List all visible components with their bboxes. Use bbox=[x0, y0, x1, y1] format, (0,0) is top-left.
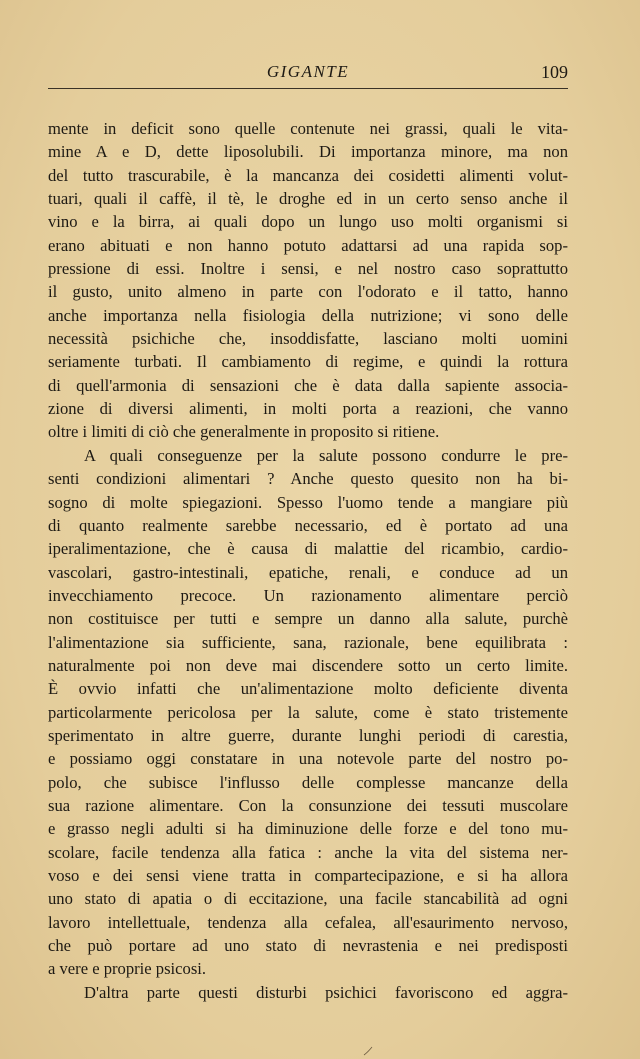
paragraph-first-line: A quali conseguenze per la salute possono condurre le pre- bbox=[84, 445, 568, 465]
text-line: anche importanza nella fisiologia della nutrizione; vi sono delle bbox=[48, 305, 568, 325]
text-line: particolarmente pericolosa per la salute, come è stato tristemente bbox=[48, 702, 568, 722]
text-line: mine A e D, dette liposolubili. Di importanza minore, ma non bbox=[48, 142, 568, 162]
text-line: tuari, quali il caffè, il tè, le droghe ed in un certo senso anche il bbox=[48, 189, 568, 209]
text-line: voso e dei sensi viene tratta in compartecipazione, e si ha allora bbox=[48, 866, 568, 885]
text-line: scolare, facile tendenza alla fatica : anche la vita del sistema ner- bbox=[48, 842, 568, 862]
text-line: sua razione alimentare. Con la consunzione dei tessuti muscolare bbox=[48, 795, 568, 815]
text-line: È ovvio infatti che un'alimentazione molto deficiente diventa bbox=[48, 679, 568, 699]
text-line: necessità psichiche che, insoddisfatte, lasciano molti uomini bbox=[48, 329, 568, 349]
text-line: naturalmente poi non deve mai discendere sotto un certo limite. bbox=[48, 655, 568, 675]
text-line: pressione di essi. Inoltre i sensi, e nel nostro caso soprattutto bbox=[48, 259, 568, 279]
text-line: e possiamo oggi constatare in una notevole parte del nostro po- bbox=[48, 749, 568, 769]
text-line: sperimentato in altre guerre, durante lunghi periodi di carestia, bbox=[48, 725, 568, 745]
text-line: che può portare ad uno stato di nevrastenia e nei predisposti bbox=[48, 936, 568, 956]
text-line: invecchiamento precoce. Un razionamento alimentare perciò bbox=[48, 585, 568, 605]
text-line: il gusto, unito almeno in parte con l'odorato e il tatto, hanno bbox=[48, 282, 568, 302]
text-line: uno stato di apatia o di eccitazione, una facile stancabilità ad ogni bbox=[48, 889, 568, 909]
text-line: vino e la birra, ai quali dopo un lungo uso molti organismi si bbox=[48, 212, 568, 232]
running-head bbox=[48, 62, 568, 86]
header-rule bbox=[48, 88, 568, 89]
text-line: zione di diversi alimenti, in molti porta a reazioni, che vanno bbox=[48, 399, 568, 419]
text-line: l'alimentazione sia sufficiente, sana, razionale, bene equilibrata : bbox=[48, 632, 568, 652]
text-line: del tutto trascurabile, è la mancanza dei cosidetti alimenti volut- bbox=[48, 165, 568, 185]
text-line: erano abituati e non hanno potuto adattarsi ad una rapida sop- bbox=[48, 235, 568, 255]
text-line: lavoro intellettuale, tendenza alla cefalea, all'esaurimento nervoso, bbox=[48, 912, 568, 932]
text-line: vascolari, gastro-intestinali, epatiche, renali, e conduce ad un bbox=[48, 562, 568, 582]
running-title: GIGANTE bbox=[266, 62, 350, 81]
text-line: seriamente turbati. Il cambiamento di regime, e quindi la rottura bbox=[48, 352, 568, 372]
text-line: polo, che subisce l'influsso delle complesse mancanze della bbox=[48, 772, 568, 792]
text-line: sogno di molte spiegazioni. Spesso l'uomo tende a mangiare più bbox=[48, 492, 568, 512]
text-line: e grasso negli adulti si ha diminuzione delle forze e del tono mu- bbox=[48, 819, 568, 839]
page-number: 109 bbox=[541, 62, 568, 82]
body-text bbox=[48, 117, 568, 1004]
text-line: non costituisce per tutti e sempre un danno alla salute, purchè bbox=[48, 609, 568, 629]
paragraph-first-line: D'altra parte questi disturbi psichici favoriscono ed aggra- bbox=[84, 982, 568, 1002]
paragraph-last-line: oltre i limiti di ciò che generalmente in proposito si ritiene. bbox=[48, 422, 440, 442]
text-line: mente in deficit sono quelle contenute nei grassi, quali le vita- bbox=[48, 119, 568, 138]
ink-mark bbox=[362, 1046, 374, 1056]
text-line: di quell'armonia di sensazioni che è data dalla sapiente associa- bbox=[48, 375, 568, 395]
text-line: senti condizioni alimentari ? Anche questo quesito non ha bi- bbox=[48, 469, 568, 489]
paragraph-last-line: a vere e proprie psicosi. bbox=[48, 959, 207, 979]
text-line: iperalimentazione, che è causa di malattie del ricambio, cardio- bbox=[48, 539, 568, 559]
text-line: di quanto realmente sarebbe necessario, ed è portato ad una bbox=[48, 515, 568, 535]
